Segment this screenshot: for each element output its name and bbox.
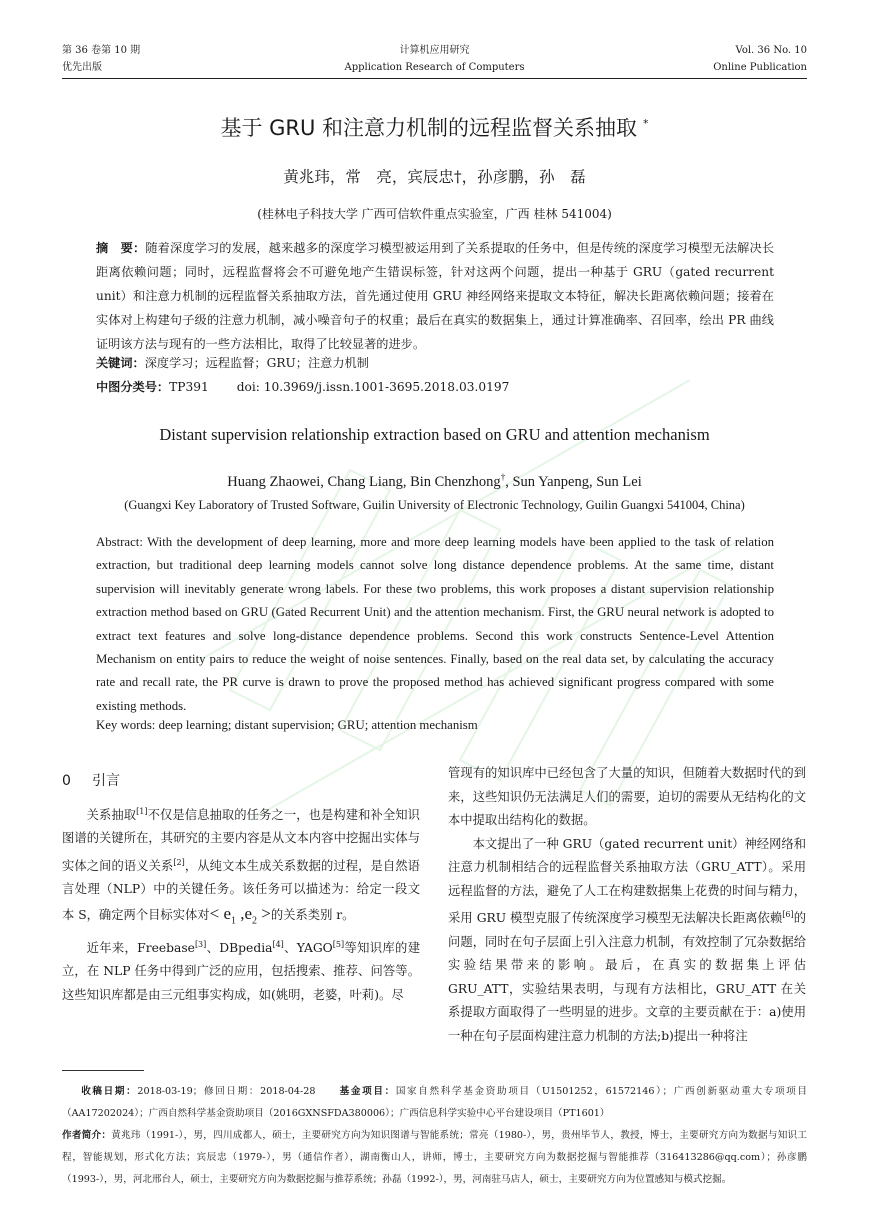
- keywords-cn-text: 深度学习；远程监督；GRU；注意力机制: [144, 356, 369, 370]
- abstract-cn-label: 摘 要：: [96, 241, 146, 255]
- keywords-cn: [96, 354, 774, 371]
- header-priority: 优先出版: [62, 62, 102, 73]
- doi: doi: 10.3969/j.issn.1001-3695.2018.03.0197: [236, 380, 510, 394]
- left-column: [62, 770, 420, 1007]
- citation: [3]: [194, 939, 207, 949]
- footnote: [62, 1081, 807, 1191]
- text-run: 等知识库的建立，在 NLP 任务中得到广泛的应用，包括搜索、推荐、问答等。这些知识库都是由三元组事实构成，如(姚明，老婆，叶莉)。尽: [62, 940, 420, 1002]
- received-dates: 2018-03-19；修回日期：2018-04-28: [137, 1086, 316, 1097]
- math-sub: 2: [252, 915, 258, 927]
- running-header: [62, 42, 807, 78]
- keywords-en-text: deep learning; distant supervision; GRU; attention mechanism: [158, 718, 478, 732]
- fund-text: 国家自然科学基金资助项目（U1501252，61572146）；广西创新驱动重大专项项目（AA17202024）；广西自然科学基金资助项目（2016GXNSFDA380006）；广西信息科学实验中心平台建设项目（PT1601）: [62, 1086, 808, 1119]
- math-open: < e: [209, 903, 231, 923]
- citation: [6]: [782, 910, 794, 919]
- paragraph: 管现有的知识库中已经包含了大量的知识，但随着大数据时代的到来，这些知识仍无法满足人们的需要，迫切的需要从无结构化的文本中提取出结构化的数据。: [448, 766, 806, 827]
- citation: [4]: [272, 939, 284, 949]
- header-volume-en: Vol. 36 No. 10: [735, 45, 807, 56]
- citation: [2]: [173, 857, 185, 867]
- citation: [5]: [332, 939, 345, 949]
- text-run: 关系抽取: [86, 807, 137, 822]
- text-run: 的问题，同时在句子层面上引入注意力机制，有效控制了冗杂数据给实验结果带来的影响。最后，在真实的数据集上评估 GRU_ATT，实验结果表明，与现有方法相比，GRU_ATT 在关系提取方面取得了一些明显的进步。文章的主要贡献在于：a)使用一种在句子层面构建注意力机制的方法;b)提出一种将注: [448, 911, 806, 1043]
- authors-cn: 黄兆玮，常 亮，宾辰忠†，孙彦鹏，孙 磊: [283, 168, 586, 186]
- title-footnote-mark: *: [643, 117, 649, 130]
- text-run: 不仅是信息抽取的任务之一，也是构建和补全知识图谱的关键所在，其研究的主要内容是从文本内容中挖掘出实体与实体之间的语义关系: [62, 807, 420, 873]
- abstract-en: [96, 531, 774, 718]
- affiliation-en: (Guangxi Key Laboratory of Trusted Software, Guilin University of Electronic Technology, Guilin Guangxi 541004, China): [124, 498, 745, 512]
- paragraph: [448, 833, 806, 1049]
- section-number: 0: [62, 773, 71, 789]
- abstract-cn-text: 随着深度学习的发展，越来越多的深度学习模型被运用到了关系提取的任务中，但是传统的深度学习模型无法解决长距离依赖问题；同时，远程监督将会不可避免地产生错误标签，针对这两个问题，提出一种基于 GRU（gated recurrent unit）和注意力机制的远程监督关系抽取方法，首先通过使用 GRU 神经网络来提取文本特征，解决长距离依赖问题；接着在实体对上构建句子级的注意力机制，减小噪音句子的权重；最后在真实的数据集上，通过计算准确率、召回率，绘出 PR 曲线证明该方法与现有的一些方法相比，取得了比较显著的进步。: [96, 241, 775, 351]
- authors-en: [0, 472, 869, 491]
- text-run: 本文提出了一种 GRU（gated recurrent unit）神经网络和注意力机制相结合的远程监督关系抽取方法（GRU_ATT）。采用远程监督的方法，避免了人工在构建数据集上花费的时间与精力，采用 GRU 模型克服了传统深度学习模型无法解决长距离依赖: [448, 836, 806, 926]
- paper-title-en: Distant supervision relationship extraction based on GRU and attention mechanism: [159, 425, 710, 444]
- author-bio-text: 黄兆玮（1991-），男，四川成都人，硕士，主要研究方向为知识图谱与智能系统；常亮（1980-），男，贵州毕节人，教授，博士，主要研究方向为数据与知识工程，智能规划，形式化方法；宾辰忠（1979-），男（通信作者），湖南衡山人，讲师，博士，主要研究方向为数据挖掘与智能推荐（316413286@qq.com）；孙彦鹏（1993-），男，河北邢台人，硕士，主要研究方向为数据挖掘与推荐系统；孙磊（1992-），男，河南驻马店人，硕士，主要研究方向为位置感知与模式挖掘。: [62, 1130, 808, 1185]
- abstract-cn: [96, 236, 774, 356]
- header-volume: 第 36 卷第 10 期: [62, 45, 141, 56]
- keywords-cn-label: 关键词：: [96, 356, 145, 370]
- clc-label: 中图分类号：: [96, 380, 170, 394]
- abstract-en-text: With the development of deep learning, more and more deep learning models have been applied to the task of relation extraction, but traditional deep learning models cannot solve long distance dependence problems. At the same time, distant supervision will inevitably generate wrong labels. For these two problems, this work proposes a distant supervision relationship extraction method based on GRU (Gated Recurrent Unit) and the attention mechanism. First, the GRU neural network is adopted to extract text features and solve long-distance dependence problems. Second this work constructs Sentence-Level Attention Mechanism on entity pairs to reduce the weight of noise sentences. Finally, based on the real data set, by calculating the accuracy rate and recall rate, the PR curve is drawn to prove the proposed method has achieved significant progress compared with some existing methods.: [96, 535, 774, 713]
- header-journal-cn: 计算机应用研究: [399, 45, 470, 56]
- paper-title-cn: [0, 112, 869, 142]
- section-title: 引言: [92, 773, 120, 789]
- classification-line: [96, 378, 774, 395]
- right-column: [448, 762, 806, 1048]
- footnote-rule: [62, 1070, 144, 1071]
- text-run: 的关系类别 r。: [270, 907, 355, 922]
- math-close: >: [257, 903, 271, 923]
- section-heading: [62, 770, 420, 794]
- header-rule: [62, 78, 807, 79]
- text-run: 近年来，Freebase: [86, 940, 195, 955]
- received-label: 收稿日期：: [81, 1086, 138, 1097]
- paragraph: [62, 933, 420, 1008]
- keywords-en: [96, 718, 774, 733]
- text-run: 、YAGO: [283, 940, 333, 955]
- text-run: ，从纯文本生成关系数据的过程，是自然语言处理（NLP）中的关键任务。该任务可以描述为：给定一段文本 S，确定两个目标实体对: [62, 858, 420, 922]
- paragraph: [62, 800, 420, 933]
- entity-pair-math: [209, 903, 271, 927]
- header-online: Online Publication: [713, 62, 807, 73]
- keywords-en-label: Key words:: [96, 718, 159, 732]
- corresponding-mark: †: [500, 472, 506, 482]
- math-mid: ,e: [236, 903, 253, 923]
- citation: [1]: [136, 806, 148, 816]
- fund-label: 基金项目：: [339, 1086, 396, 1097]
- text-run: 、DBpedia: [206, 940, 273, 955]
- header-journal-en: Application Research of Computers: [344, 62, 525, 73]
- authors-en-part1: Huang Zhaowei, Chang Liang, Bin Chenzhong: [227, 473, 501, 490]
- authors-en-part2: , Sun Yanpeng, Sun Lei: [505, 473, 642, 490]
- clc-value: TP391: [169, 380, 209, 394]
- author-bio-label: 作者简介：: [62, 1130, 112, 1141]
- affiliation-cn: (桂林电子科技大学 广西可信软件重点实验室，广西 桂林 541004): [257, 207, 612, 221]
- abstract-en-label: Abstract:: [96, 535, 148, 549]
- paper-title-cn-text: 基于 GRU 和注意力机制的远程监督关系抽取: [220, 116, 638, 140]
- math-sub: 1: [231, 915, 236, 927]
